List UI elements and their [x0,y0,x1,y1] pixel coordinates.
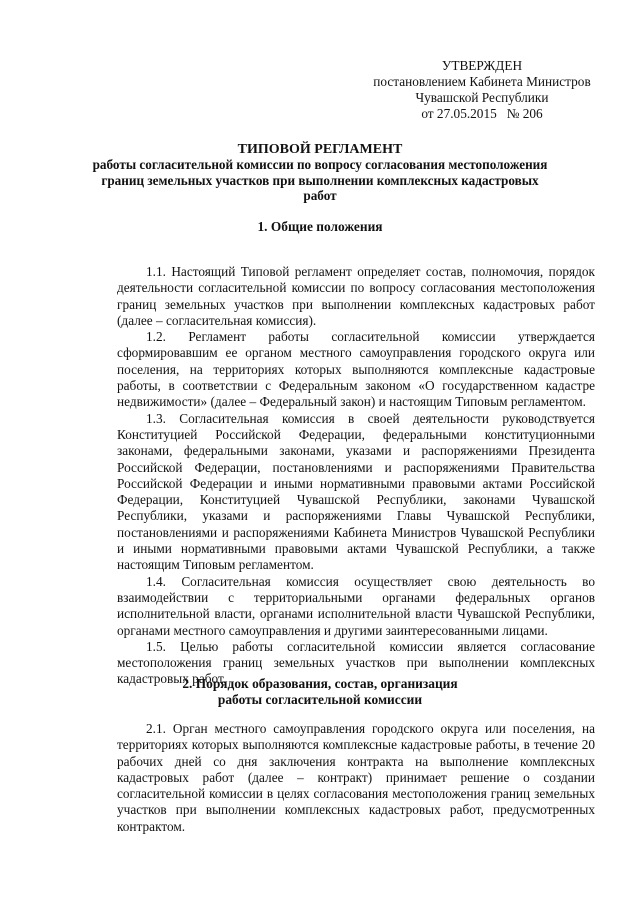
paragraph-1-3: 1.3. Согласительная комиссия в своей деятельности руководствуется Конституцией Российской Федерации, федеральными конституционными законами, федеральными законами, указами и распоряжениями Президента Российской Федерации, постановлениями и распоряжениями Правительства Российской Федерации и иными нормативными правовыми актами Российской Федерации, Конституцией Чувашской Республики, законами Чувашской Республики, указами и распоряжениями Главы Чувашской Республики, постановлениями и распоряжениями Кабинета Министров Чувашской Республики и иными нормативными правовыми актами Чувашской Республики, а также настоящим Типовым регламентом. [117,410,595,573]
section-1-heading: 1. Общие положения [257,219,383,234]
section-1-body [117,264,595,688]
approval-stamp [352,58,612,122]
paragraph-1-1: 1.1. Настоящий Типовой регламент определяет состав, полномочия, порядок деятельности согласительной комиссии по вопросу согласования местоположения границ земельных участков при выполнении комплексных кадастровых работ (далее – согласительная комиссия). [117,264,595,328]
approval-line-3: от 27.05.2015 № 206 [421,106,543,121]
paragraph-1-2: 1.2. Регламент работы согласительной комиссии утверждается сформировавшим ее органом местного самоуправления городского округа или поселения, на территориях которых выполняются комплексные кадастровые работы, в соответствии с Федеральным законом «О государственном кадастре недвижимости» (далее – Федеральный закон) и настоящим Типовым регламентом. [117,329,595,410]
paragraph-1-4: 1.4. Согласительная комиссия осуществляет свою деятельность во взаимодействии с территориальными органами федеральных органов исполнительной власти, органами исполнительной власти Чувашской Республики, органами местного самоуправления и другими заинтересованными лицами. [117,573,595,638]
section-2-heading: 2. Порядок образования, состав, организация работы согласительной комиссии [182,676,458,707]
approval-line-2: Чувашской Республики [415,90,549,105]
document-subtitle: работы согласительной комиссии по вопросу согласования местоположения границ земельных участков при выполнении комплексных кадастровых работ [92,157,548,203]
section-2-body [117,721,595,835]
approval-word: УТВЕРЖДЕН [441,58,523,73]
document-title: ТИПОВОЙ РЕГЛАМЕНТ [237,142,403,157]
approval-line-1: постановлением Кабинета Министров [373,74,591,89]
paragraph-2-1: 2.1. Орган местного самоуправления городского округа или поселения, на территориях которых выполняются комплексные кадастровые работы, в течение 20 рабочих дней со дня заключения контракта на выполнение комплексных кадастровых работ (далее – контракт) принимает решение о создании согласительной комиссии в целях согласования местоположения границ земельных участков при выполнении комплексных кадастровых работ, предусмотренных контрактом. [117,721,595,834]
paragraph-1-5: 1.5. Целью работы согласительной комиссии является согласование местоположения границ земельных участков при выполнении комплексных кадастровых работ. [117,638,595,687]
